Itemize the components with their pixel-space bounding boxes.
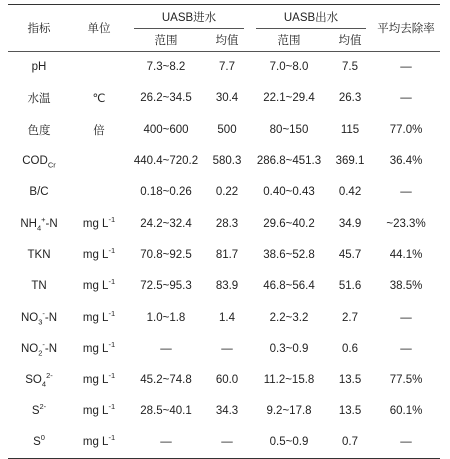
cell-inlet-mean: 580.3 — [212, 155, 242, 168]
cell-indicator — [8, 271, 70, 302]
indicator-text: NO — [20, 311, 39, 324]
unit-superscript: -1 — [108, 277, 116, 287]
cell-inlet-range: — — [160, 342, 172, 355]
unit-text: mg L — [82, 217, 109, 230]
cell-unit — [70, 145, 128, 176]
cell-indicator — [8, 208, 70, 239]
cell-indicator — [8, 145, 70, 176]
table-row — [8, 52, 440, 83]
cell-removal-rate: 36.4% — [389, 155, 423, 168]
indicator-superscript: - — [42, 339, 45, 349]
indicator-text: TN — [31, 280, 47, 293]
table-header — [8, 5, 440, 52]
cell-outlet-range: 29.6~40.2 — [263, 217, 315, 230]
indicator-text: S — [33, 436, 41, 449]
table-row — [8, 364, 440, 395]
indicator-subscript: 4 — [36, 222, 42, 232]
header-unit: 单位 — [87, 23, 111, 35]
cell-unit — [70, 114, 128, 145]
indicator-text: B/C — [29, 186, 49, 199]
table-row — [8, 145, 440, 176]
unit-text: mg L — [82, 248, 109, 261]
cell-removal-rate: — — [400, 92, 412, 105]
cell-outlet-range: 46.8~56.4 — [263, 280, 315, 293]
cell-inlet-range: 0.18~0.26 — [140, 186, 192, 199]
cell-outlet-mean: 115 — [340, 123, 360, 136]
cell-inlet-mean: 7.7 — [219, 61, 235, 74]
cell-unit — [70, 396, 128, 427]
indicator-text: 水温 — [27, 93, 51, 106]
cell-outlet-range: 9.2~17.8 — [266, 405, 312, 418]
unit-text: ℃ — [92, 93, 106, 106]
unit-text: 倍 — [93, 124, 105, 137]
cell-unit — [70, 271, 128, 302]
unit-superscript: -1 — [108, 246, 116, 256]
unit-superscript: -1 — [108, 371, 116, 381]
table-row — [8, 396, 440, 427]
indicator-suffix: -N — [44, 311, 58, 324]
cell-inlet-range: 400~600 — [143, 123, 189, 136]
cell-outlet-mean: 369.1 — [335, 155, 365, 168]
indicator-text: 色度 — [27, 124, 51, 137]
cell-unit — [70, 239, 128, 270]
indicator-text: TKN — [27, 248, 51, 261]
cell-removal-rate: 77.0% — [389, 123, 423, 136]
unit-text: mg L — [82, 311, 109, 324]
cell-inlet-mean: 81.7 — [215, 248, 239, 261]
header-outlet-mean: 均值 — [338, 35, 362, 47]
cell-inlet-mean: 1.4 — [219, 311, 235, 324]
cell-outlet-mean: 26.3 — [338, 92, 362, 105]
cell-indicator — [8, 239, 70, 270]
indicator-superscript: - — [42, 308, 45, 318]
cell-inlet-mean: 83.9 — [215, 280, 239, 293]
header-indicator: 指标 — [27, 23, 51, 35]
header-removal-rate: 平均去除率 — [377, 23, 435, 35]
indicator-subscript: Cr — [47, 160, 56, 170]
cell-outlet-range: 38.6~52.8 — [263, 248, 315, 261]
cell-indicator — [8, 177, 70, 208]
cell-indicator — [8, 302, 70, 333]
table-row — [8, 83, 440, 114]
cell-inlet-mean: 500 — [217, 123, 237, 136]
header-inlet-group: UASB进水 — [128, 5, 250, 30]
indicator-superscript: 0 — [40, 433, 45, 443]
header-outlet-group: UASB出水 — [250, 5, 372, 30]
cell-outlet-range: 0.40~0.43 — [263, 186, 315, 199]
cell-indicator — [8, 114, 70, 145]
indicator-text: pH — [31, 61, 47, 74]
unit-text: mg L — [82, 436, 109, 449]
unit-superscript: -1 — [108, 402, 116, 412]
table-body — [8, 52, 440, 459]
cell-inlet-mean: 60.0 — [215, 374, 239, 387]
cell-inlet-range: 70.8~92.5 — [140, 248, 192, 261]
cell-unit — [70, 208, 128, 239]
cell-inlet-range: 45.2~74.8 — [140, 374, 192, 387]
cell-unit — [70, 427, 128, 458]
cell-indicator — [8, 333, 70, 364]
cell-indicator — [8, 364, 70, 395]
table-row — [8, 333, 440, 364]
cell-outlet-mean: 34.9 — [338, 217, 362, 230]
cell-removal-rate: ~23.3% — [386, 217, 426, 230]
indicator-subscript: 2 — [38, 348, 43, 358]
unit-text: mg L — [82, 374, 109, 387]
cell-inlet-mean: — — [221, 436, 233, 449]
cell-outlet-range: 286.8~451.3 — [256, 155, 322, 168]
indicator-text: NO — [20, 342, 39, 355]
cell-outlet-mean: 13.5 — [338, 405, 362, 418]
indicator-text: COD — [22, 155, 48, 168]
cell-indicator — [8, 83, 70, 114]
indicator-superscript: 2- — [46, 371, 53, 381]
unit-text: mg L — [82, 342, 109, 355]
cell-outlet-range: 0.3~0.9 — [269, 342, 309, 355]
cell-unit — [70, 364, 128, 395]
indicator-text: NH — [20, 217, 37, 230]
cell-unit — [70, 83, 128, 114]
table-row — [8, 177, 440, 208]
cell-outlet-mean: 0.7 — [342, 436, 359, 449]
unit-superscript: -1 — [108, 339, 116, 349]
cell-unit — [70, 333, 128, 364]
cell-inlet-range: 26.2~34.5 — [140, 92, 192, 105]
cell-removal-rate: 38.5% — [389, 280, 423, 293]
header-row-top — [8, 5, 440, 30]
cell-removal-rate: — — [400, 342, 412, 355]
table-row — [8, 208, 440, 239]
indicator-subscript: 3 — [38, 316, 43, 326]
table-row — [8, 239, 440, 270]
cell-inlet-range: 72.5~95.3 — [140, 280, 192, 293]
cell-unit — [70, 52, 128, 83]
cell-inlet-mean: 28.3 — [215, 217, 239, 230]
cell-indicator — [8, 52, 70, 83]
cell-outlet-mean: 0.42 — [338, 186, 362, 199]
indicator-text: SO — [25, 374, 42, 387]
cell-inlet-range: 28.5~40.1 — [140, 405, 192, 418]
cell-unit — [70, 177, 128, 208]
indicator-suffix: -N — [45, 217, 58, 230]
cell-indicator — [8, 427, 70, 458]
cell-inlet-range: 440.4~720.2 — [133, 155, 199, 168]
indicator-superscript: + — [41, 214, 46, 224]
cell-outlet-mean: 2.7 — [342, 311, 359, 324]
cell-removal-rate: 44.1% — [389, 248, 423, 261]
cell-outlet-range: 22.1~29.4 — [263, 92, 315, 105]
indicator-superscript: 2- — [39, 402, 47, 412]
cell-inlet-mean: — — [221, 342, 233, 355]
cell-inlet-mean: 0.22 — [215, 186, 239, 199]
cell-outlet-mean: 7.5 — [342, 61, 359, 74]
cell-outlet-range: 0.5~0.9 — [269, 436, 309, 449]
cell-removal-rate: — — [400, 311, 412, 324]
cell-unit — [70, 302, 128, 333]
cell-inlet-range: — — [160, 436, 172, 449]
table-row — [8, 114, 440, 145]
cell-inlet-range: 24.2~32.4 — [140, 217, 192, 230]
header-outlet-range: 范围 — [277, 35, 301, 47]
cell-removal-rate: — — [400, 186, 412, 199]
cell-inlet-range: 1.0~1.8 — [146, 311, 186, 324]
cell-outlet-range: 2.2~3.2 — [269, 311, 309, 324]
cell-removal-rate: — — [400, 61, 412, 74]
cell-removal-rate: — — [400, 436, 412, 449]
unit-text: mg L — [82, 405, 109, 418]
water-quality-table — [8, 4, 440, 459]
cell-outlet-mean: 51.6 — [338, 280, 362, 293]
unit-superscript: -1 — [108, 433, 116, 443]
cell-outlet-mean: 0.6 — [342, 342, 359, 355]
cell-indicator — [8, 396, 70, 427]
table-row — [8, 271, 440, 302]
indicator-subscript: 4 — [41, 379, 47, 389]
cell-inlet-mean: 30.4 — [215, 92, 239, 105]
header-inlet-mean: 均值 — [215, 35, 239, 47]
cell-outlet-mean: 45.7 — [338, 248, 362, 261]
unit-text: mg L — [82, 280, 109, 293]
table-row — [8, 302, 440, 333]
cell-removal-rate: 77.5% — [389, 374, 423, 387]
indicator-text: S — [31, 405, 40, 418]
cell-inlet-mean: 34.3 — [215, 405, 239, 418]
cell-outlet-range: 80~150 — [269, 123, 309, 136]
cell-removal-rate: 60.1% — [389, 405, 423, 418]
unit-superscript: -1 — [108, 214, 116, 224]
cell-inlet-range: 7.3~8.2 — [146, 61, 186, 74]
cell-outlet-mean: 13.5 — [338, 374, 362, 387]
unit-superscript: -1 — [108, 308, 116, 318]
table-row — [8, 427, 440, 458]
cell-outlet-range: 7.0~8.0 — [269, 61, 309, 74]
indicator-suffix: -N — [44, 342, 58, 355]
cell-outlet-range: 11.2~15.8 — [263, 374, 315, 387]
header-inlet-range: 范围 — [154, 35, 178, 47]
